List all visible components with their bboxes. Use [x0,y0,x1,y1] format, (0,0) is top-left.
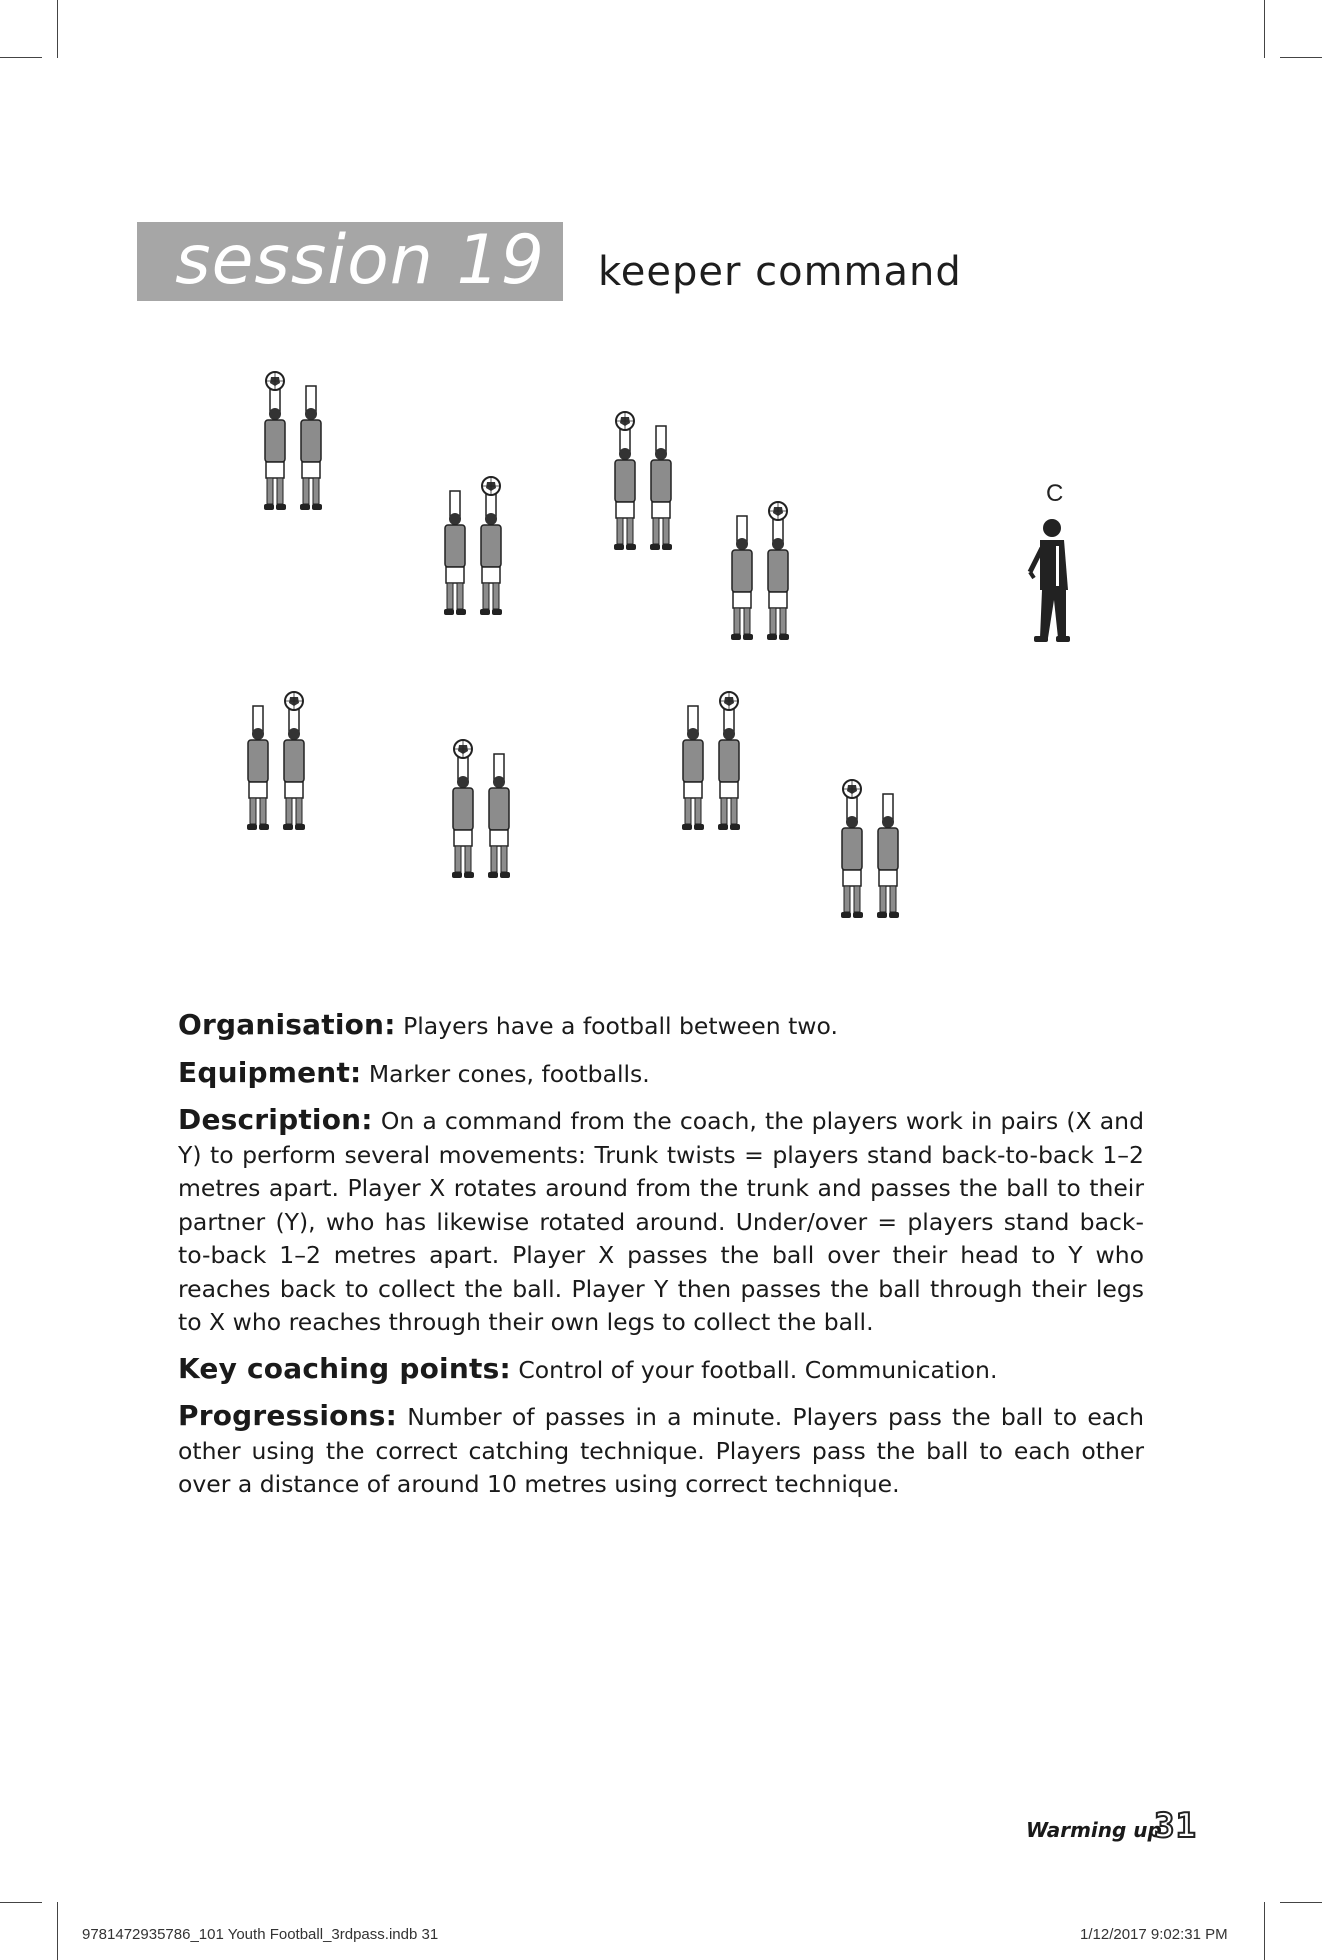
print-slug-file: 9781472935786_101 Youth Football_3rdpass.indb 31 [82,1926,439,1943]
player-pair-icon [264,372,322,510]
crop-mark [57,1902,58,1960]
organisation-text: Players have a football between two. [395,1012,838,1040]
session-label: session 19 [175,222,545,300]
coach-icon [1030,519,1070,642]
progressions-heading: Progressions: [178,1399,397,1432]
session-title: keeper command [598,249,962,295]
drill-diagram [0,0,1322,960]
coach-label: C [1046,480,1064,507]
progressions-text: Number of passes in a minute. Players pass the ball to each other using the correct catching technique. Players pass the ball to each other over a distance of around 10 metres using correct technique. [178,1403,1144,1498]
section-label: Warming up [1026,1818,1162,1842]
player-pair-icon [731,502,789,640]
player-pair-icon [682,692,740,830]
equipment-text: Marker cones, footballs. [361,1059,650,1088]
organisation-paragraph [178,1008,1144,1044]
key-coaching-points-text: Control of your football. Communication. [510,1355,998,1384]
player-pair-icon [841,780,899,918]
player-pair-icon [452,740,510,878]
player-pair-icon [444,477,502,615]
player-pair-icon [614,412,672,550]
print-slug-timestamp: 1/12/2017 9:02:31 PM [1080,1926,1228,1943]
organisation-heading: Organisation: [178,1008,396,1041]
crop-mark [1264,1902,1265,1960]
equipment-heading: Equipment: [178,1055,362,1089]
equipment-paragraph [178,1056,1144,1092]
crop-mark [0,1902,42,1903]
session-description [178,1008,1144,1514]
key-coaching-points-heading: Key coaching points: [178,1351,511,1385]
player-pair-icon [247,692,305,830]
description-heading: Description: [178,1103,373,1136]
crop-mark [1280,1902,1322,1903]
progressions-paragraph [178,1399,1144,1502]
description-text: On a command from the coach, the players work in pairs (X and Y) to perform several movements: Trunk twists = players stand back-to-back 1–2 metres apart. Player X rotates around from the trunk and passes the ball to their partner (Y), who has likewise rotated around. Under/over = players stand back-to-back 1–2 metres apart. Player X passes the ball over their head to Y who reaches back to collect the ball. Player Y then passes the ball through their legs to X who reaches through their own legs to collect the ball. [178,1107,1144,1336]
page-number: 31 [1154,1806,1197,1846]
key-coaching-points-paragraph [178,1352,1144,1388]
description-paragraph [178,1103,1144,1340]
